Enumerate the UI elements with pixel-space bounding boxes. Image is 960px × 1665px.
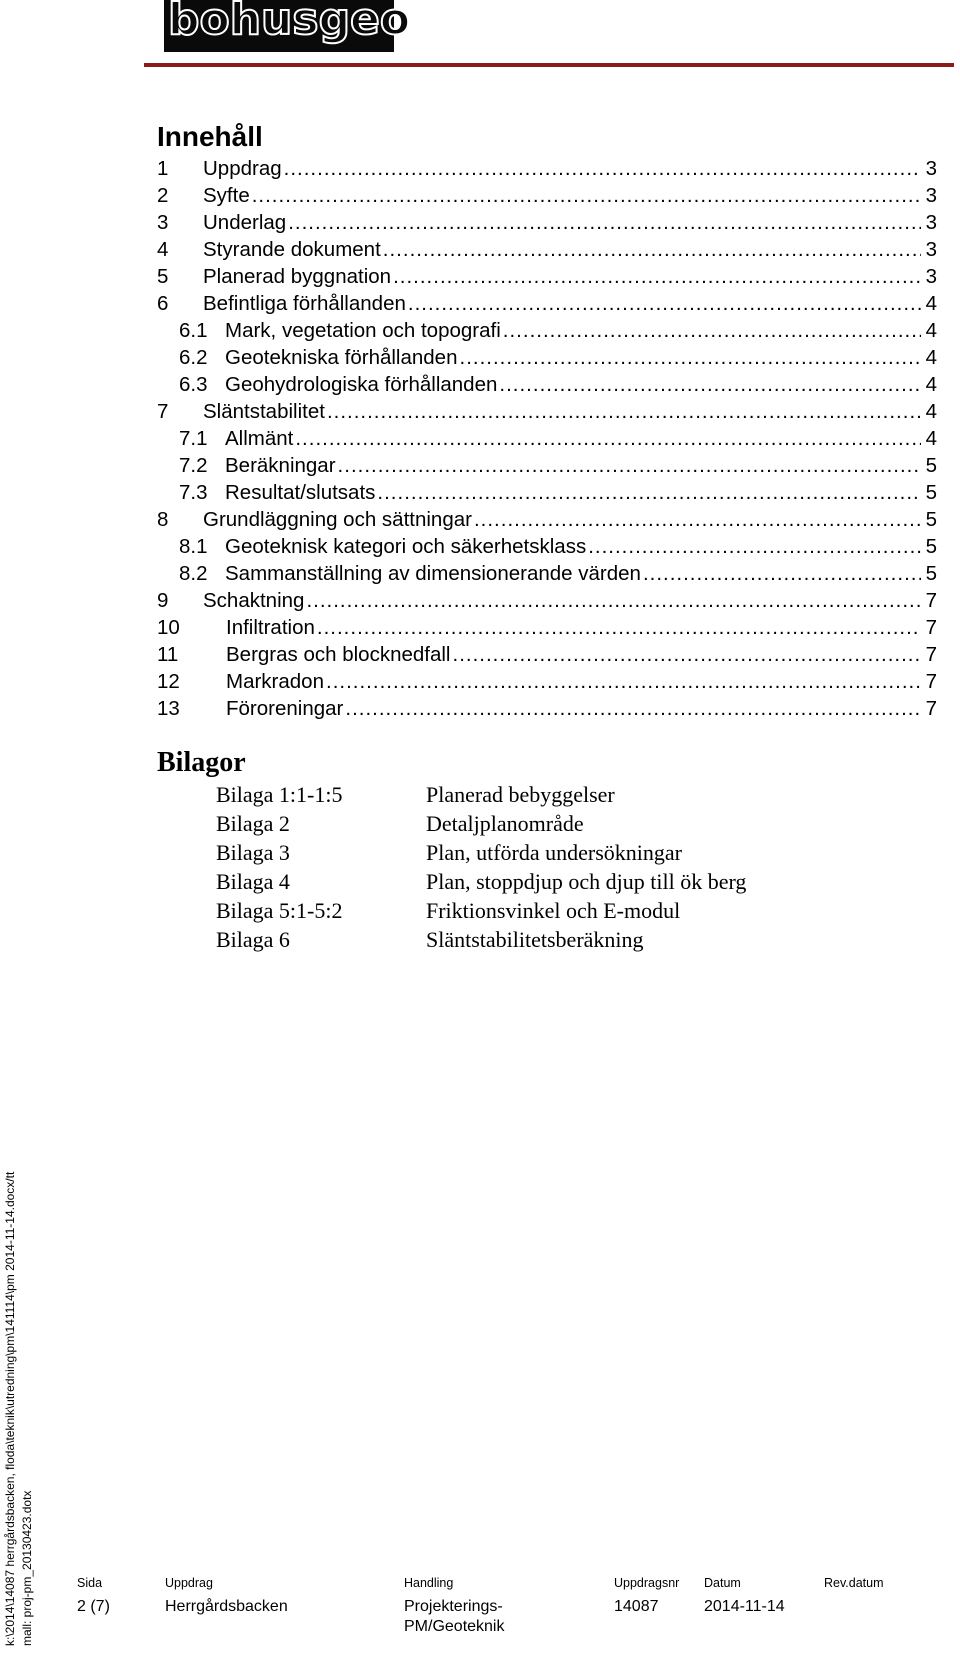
- toc-entry[interactable]: [157, 641, 937, 668]
- toc-entry-number: 6: [157, 292, 169, 315]
- toc-entry-number: 9: [157, 589, 169, 612]
- toc-heading: Innehåll: [157, 121, 263, 152]
- toc-entry-title: Resultat/slutsats: [225, 481, 376, 504]
- toc-entry-number: 12: [157, 670, 180, 693]
- toc-leader-dots: [377, 479, 921, 506]
- footer-assignment-value: Herrgårdsbacken: [165, 1598, 288, 1615]
- appendix-row: [216, 780, 916, 809]
- footer-page: [77, 1575, 110, 1617]
- toc-entry-number: 3: [157, 211, 169, 234]
- footer-page-value: 2 (7): [77, 1598, 110, 1615]
- toc-leader-dots: [588, 533, 921, 560]
- toc-entry[interactable]: [157, 182, 937, 209]
- toc-entry-page: 7: [925, 670, 937, 693]
- toc-entry-number: 7: [157, 400, 169, 423]
- toc-entry-title: Släntstabilitet: [203, 400, 325, 423]
- toc-entry-page: 5: [925, 508, 937, 531]
- footer-document: [404, 1575, 504, 1637]
- toc-entry-page: 3: [925, 211, 937, 234]
- toc-entry-page: 7: [925, 616, 937, 639]
- toc-leader-dots: [408, 290, 921, 317]
- toc-entry[interactable]: [157, 614, 937, 641]
- appendix-description: Släntstabilitetsberäkning: [426, 927, 644, 952]
- toc-entry-page: 3: [925, 184, 937, 207]
- toc-entry-number: 10: [157, 616, 180, 639]
- toc-entry[interactable]: [157, 695, 937, 722]
- toc-leader-dots: [288, 209, 921, 236]
- footer-assignment-label: Uppdrag: [165, 1576, 213, 1590]
- footer-date-label: Datum: [704, 1576, 741, 1590]
- toc-entry[interactable]: [157, 425, 937, 452]
- appendix-row: [216, 896, 916, 925]
- toc-entry[interactable]: [157, 479, 937, 506]
- footer-document-label: Handling: [404, 1576, 454, 1590]
- toc-leader-dots: [383, 236, 921, 263]
- toc-entry[interactable]: [157, 506, 937, 533]
- toc-entry-page: 7: [925, 697, 937, 720]
- toc-entry-title: Styrande dokument: [203, 238, 381, 261]
- toc-entry-title: Syfte: [203, 184, 250, 207]
- footer-revision-date: [824, 1575, 884, 1597]
- toc-entry-title: Befintliga förhållanden: [203, 292, 406, 315]
- file-path-text: k:\2014\14087 herrgårdsbacken, floda\teknik\utredning\pm\141114\pm 2014-11-14.docx/tt: [3, 1171, 17, 1646]
- toc-entry-page: 4: [925, 346, 937, 369]
- toc-entry-number: 8.2: [179, 562, 208, 585]
- toc-entry-number: 6.3: [179, 373, 208, 396]
- toc-entry-page: 3: [925, 238, 937, 261]
- toc-entry-page: 3: [925, 157, 937, 180]
- toc-entry-page: 4: [925, 319, 937, 342]
- appendix-description: Plan, utförda undersökningar: [426, 840, 682, 865]
- header-divider: [144, 63, 954, 67]
- toc-entry-page: 4: [925, 427, 937, 450]
- appendix-code: Bilaga 3: [216, 840, 290, 865]
- toc-entry-number: 1: [157, 157, 169, 180]
- template-text: mall: proj-pm_20130423.dotx: [20, 1490, 34, 1646]
- toc-entry[interactable]: [157, 533, 937, 560]
- footer-assignment-number: [614, 1575, 679, 1617]
- toc-entry[interactable]: [157, 236, 937, 263]
- toc-entry-page: 4: [925, 373, 937, 396]
- toc-entry[interactable]: [157, 344, 937, 371]
- toc-entry[interactable]: [157, 587, 937, 614]
- toc-entry-title: Geohydrologiska förhållanden: [225, 373, 498, 396]
- toc-entry-title: Uppdrag: [203, 157, 282, 180]
- toc-leader-dots: [503, 317, 921, 344]
- toc-entry[interactable]: [157, 371, 937, 398]
- toc-entry-page: 5: [925, 481, 937, 504]
- toc-entry-title: Geoteknisk kategori och säkerhetsklass: [225, 535, 587, 558]
- toc-entry-number: 13: [157, 697, 180, 720]
- toc-entry-title: Grundläggning och sättningar: [203, 508, 472, 531]
- toc-leader-dots: [460, 344, 922, 371]
- footer-page-label: Sida: [77, 1576, 103, 1590]
- toc-entry-page: 7: [925, 643, 937, 666]
- toc-leader-dots: [643, 560, 921, 587]
- toc-entry-number: 8.1: [179, 535, 208, 558]
- toc-leader-dots: [284, 155, 921, 182]
- toc-entry-title: Beräkningar: [225, 454, 336, 477]
- toc-entry-page: 3: [925, 265, 937, 288]
- toc-leader-dots: [338, 452, 921, 479]
- appendix-code: Bilaga 2: [216, 811, 290, 836]
- table-of-contents: [157, 155, 937, 722]
- toc-entry-page: 5: [925, 562, 937, 585]
- page-footer: [0, 1575, 960, 1655]
- logo-text: bohusgeo: [168, 0, 411, 45]
- toc-leader-dots: [474, 506, 921, 533]
- toc-entry-title: Allmänt: [225, 427, 294, 450]
- appendix-row: [216, 925, 916, 954]
- footer-assignment: [165, 1575, 288, 1617]
- company-logo: [164, 0, 411, 52]
- toc-entry-page: 7: [925, 589, 937, 612]
- toc-entry[interactable]: [157, 560, 937, 587]
- toc-entry-title: Schaktning: [203, 589, 305, 612]
- toc-entry-page: 5: [925, 454, 937, 477]
- toc-entry-number: 6.1: [179, 319, 208, 342]
- toc-entry-page: 4: [925, 292, 937, 315]
- toc-leader-dots: [317, 614, 921, 641]
- footer-date: [704, 1575, 785, 1617]
- toc-entry-number: 5: [157, 265, 169, 288]
- toc-entry-number: 7.1: [179, 427, 208, 450]
- toc-entry[interactable]: [157, 290, 937, 317]
- toc-entry-title: Underlag: [203, 211, 287, 234]
- appendix-description: Detaljplanområde: [426, 811, 584, 836]
- toc-leader-dots: [295, 425, 921, 452]
- toc-entry[interactable]: [157, 398, 937, 425]
- appendix-list: [216, 780, 916, 954]
- toc-leader-dots: [252, 182, 921, 209]
- toc-entry-title: Bergras och blocknedfall: [226, 643, 451, 666]
- toc-entry-page: 5: [925, 535, 937, 558]
- toc-entry-number: 8: [157, 508, 169, 531]
- footer-date-value: 2014-11-14: [704, 1598, 785, 1615]
- toc-leader-dots: [345, 695, 921, 722]
- appendix-code: Bilaga 1:1-1:5: [216, 782, 343, 807]
- toc-leader-dots: [327, 398, 921, 425]
- toc-entry-number: 7.2: [179, 454, 208, 477]
- appendix-code: Bilaga 4: [216, 869, 290, 894]
- toc-entry[interactable]: [157, 668, 937, 695]
- toc-entry-title: Infiltration: [226, 616, 315, 639]
- footer-document-value-1: Projekterings-: [404, 1598, 503, 1615]
- toc-entry-page: 4: [925, 400, 937, 423]
- appendix-code: Bilaga 6: [216, 927, 290, 952]
- toc-entry[interactable]: [157, 209, 937, 236]
- toc-leader-dots: [326, 668, 921, 695]
- footer-assignment-number-label: Uppdragsnr: [614, 1576, 680, 1590]
- appendix-description: Planerad bebyggelser: [426, 782, 615, 807]
- appendix-row: [216, 838, 916, 867]
- toc-entry[interactable]: [157, 452, 937, 479]
- toc-entry-number: 2: [157, 184, 169, 207]
- toc-entry-title: Geotekniska förhållanden: [225, 346, 458, 369]
- toc-entry-number: 11: [157, 643, 179, 666]
- toc-entry-title: Markradon: [226, 670, 324, 693]
- toc-entry[interactable]: [157, 317, 937, 344]
- toc-leader-dots: [306, 587, 921, 614]
- appendix-row: [216, 867, 916, 896]
- appendix-row: [216, 809, 916, 838]
- toc-entry[interactable]: [157, 263, 937, 290]
- toc-entry[interactable]: [157, 155, 937, 182]
- footer-document-value-2: PM/Geoteknik: [404, 1618, 505, 1635]
- toc-entry-number: 4: [157, 238, 169, 261]
- appendix-code: Bilaga 5:1-5:2: [216, 898, 343, 923]
- toc-leader-dots: [499, 371, 921, 398]
- toc-entry-title: Mark, vegetation och topografi: [225, 319, 501, 342]
- appendix-description: Plan, stoppdjup och djup till ök berg: [426, 869, 747, 894]
- toc-leader-dots: [453, 641, 922, 668]
- toc-entry-title: Sammanställning av dimensionerande värden: [225, 562, 641, 585]
- toc-entry-title: Föroreningar: [226, 697, 344, 720]
- appendix-heading: Bilagor: [157, 747, 246, 778]
- appendix-description: Friktionsvinkel och E-modul: [426, 898, 681, 923]
- footer-revision-date-label: Rev.datum: [824, 1576, 884, 1590]
- toc-entry-number: 7.3: [179, 481, 208, 504]
- toc-entry-number: 6.2: [179, 346, 208, 369]
- toc-entry-title: Planerad byggnation: [203, 265, 392, 288]
- footer-assignment-number-value: 14087: [614, 1598, 659, 1615]
- toc-leader-dots: [393, 263, 921, 290]
